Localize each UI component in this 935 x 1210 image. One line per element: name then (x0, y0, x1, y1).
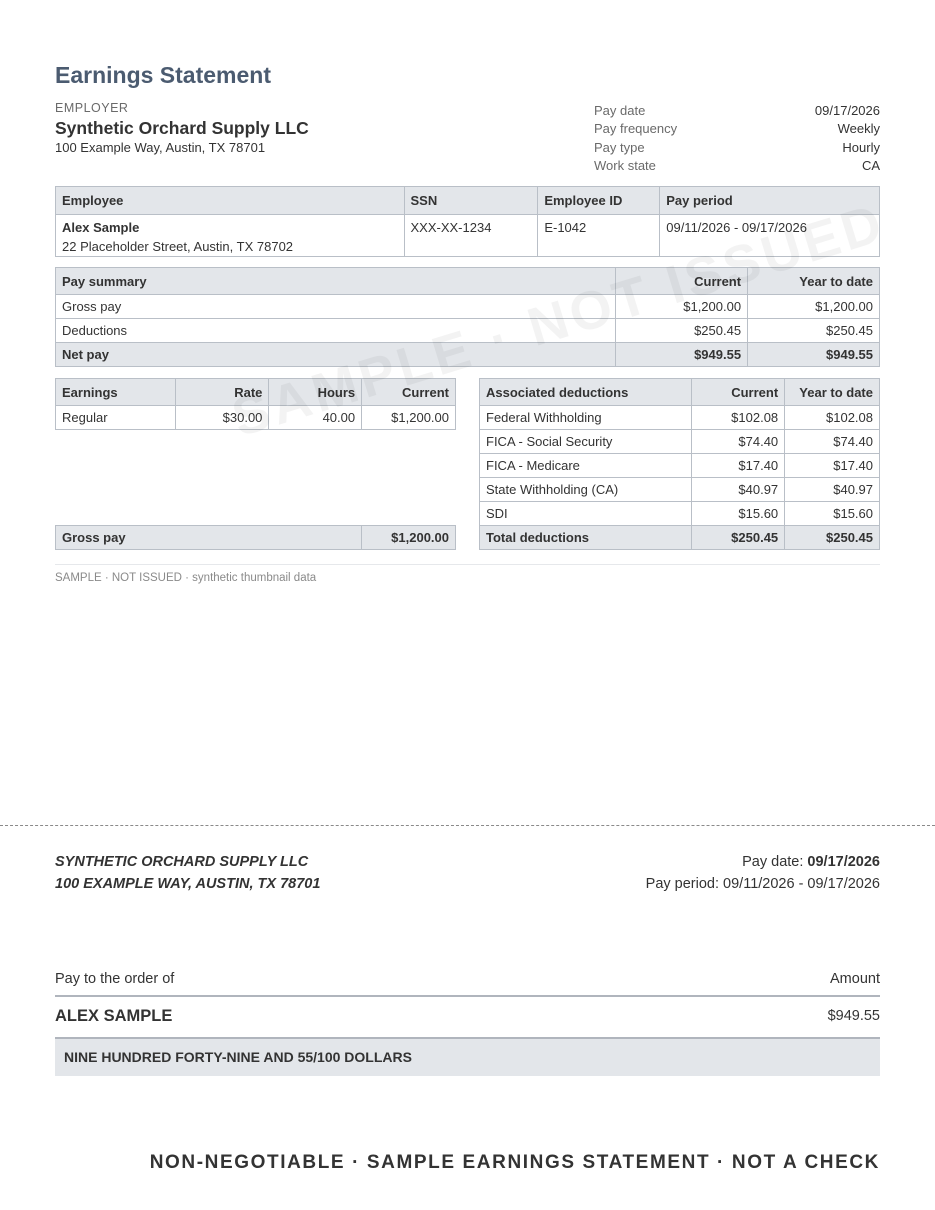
check-company-address: 100 EXAMPLE WAY, AUSTIN, TX 78701 (55, 876, 321, 892)
ytd-header: Year to date (748, 268, 880, 295)
deduction-label: Federal Withholding (480, 406, 692, 430)
check-amount: $949.55 (827, 1008, 880, 1024)
deduction-ytd: $74.40 (785, 430, 880, 454)
employee-header-row (56, 187, 880, 215)
deduction-ytd: $15.60 (785, 502, 880, 526)
earnings-rate: $30.00 (175, 406, 269, 430)
pay-meta (594, 102, 880, 175)
non-negotiable-notice: NON-NEGOTIABLE · SAMPLE EARNINGS STATEMENT · NOT A CHECK (149, 1152, 880, 1173)
total-deductions-label: Total deductions (480, 526, 692, 550)
table-row (480, 502, 880, 526)
meta-value: CA (861, 157, 880, 173)
meta-key: Pay frequency (594, 121, 678, 137)
table-row (480, 454, 880, 478)
employee-cell (56, 215, 405, 257)
summary-ytd: $1,200.00 (748, 295, 880, 319)
perforation-line (0, 825, 935, 826)
total-deductions-current: $250.45 (692, 526, 785, 550)
deduction-label: State Withholding (CA) (480, 478, 692, 502)
gross-pay-label: Gross pay (56, 526, 362, 550)
check-company (55, 851, 320, 895)
meta-value: Weekly (837, 121, 880, 137)
table-row (480, 478, 880, 502)
employee-name: Alex Sample (62, 220, 140, 235)
deductions-header: Associated deductions (480, 379, 692, 406)
meta-key: Work state (594, 157, 656, 173)
meta-value: 09/17/2026 (814, 103, 880, 118)
summary-ytd: $949.55 (748, 343, 880, 367)
page-title: Earnings Statement (55, 62, 271, 88)
divider (55, 995, 880, 997)
meta-value: Hourly (842, 139, 880, 155)
meta-row-pay-frequency (594, 120, 880, 138)
pay-period-value: 09/11/2026 - 09/17/2026 (660, 215, 880, 257)
deduction-label: SDI (480, 502, 692, 526)
pay-period-header: Pay period (660, 187, 880, 215)
summary-ytd: $250.45 (748, 319, 880, 343)
earnings-header: Earnings (56, 379, 176, 406)
deduction-ytd: $40.97 (785, 478, 880, 502)
ssn-header: SSN (404, 187, 538, 215)
rate-header: Rate (175, 379, 269, 406)
current-header: Current (616, 268, 748, 295)
amount-in-words-box (55, 1039, 880, 1076)
meta-key: Pay date (594, 103, 646, 118)
check-pay-period-label: Pay period: (645, 876, 724, 892)
current-header: Current (692, 379, 785, 406)
deduction-label: FICA - Social Security (480, 430, 692, 454)
total-deductions-row (480, 526, 880, 550)
check-company-name: SYNTHETIC ORCHARD SUPPLY LLC (55, 854, 309, 870)
earnings-current: $1,200.00 (362, 406, 456, 430)
check-pay-date-value: 09/17/2026 (807, 854, 880, 870)
payee-name: ALEX SAMPLE (55, 1007, 173, 1025)
gross-pay-total: $1,200.00 (362, 526, 456, 550)
deduction-current: $15.60 (692, 502, 785, 526)
deduction-current: $74.40 (692, 430, 785, 454)
employer-address: 100 Example Way, Austin, TX 78701 (55, 140, 266, 155)
summary-label: Deductions (56, 319, 616, 343)
check-dates (646, 851, 880, 895)
meta-row-pay-date (594, 102, 880, 120)
summary-current: $1,200.00 (616, 295, 748, 319)
summary-label: Net pay (56, 343, 616, 367)
deduction-current: $102.08 (692, 406, 785, 430)
employee-address: 22 Placeholder Street, Austin, TX 78702 (62, 239, 294, 254)
summary-current: $949.55 (616, 343, 748, 367)
deduction-current: $17.40 (692, 454, 785, 478)
meta-row-pay-type (594, 139, 880, 157)
table-row (480, 406, 880, 430)
deduction-ytd: $102.08 (785, 406, 880, 430)
deductions-table (479, 378, 880, 550)
summary-header: Pay summary (56, 268, 616, 295)
employee-id-header: Employee ID (538, 187, 660, 215)
pay-to-label: Pay to the order of (55, 971, 175, 987)
summary-current: $250.45 (616, 319, 748, 343)
meta-row-work-state (594, 157, 880, 175)
deduction-current: $40.97 (692, 478, 785, 502)
deduction-label: FICA - Medicare (480, 454, 692, 478)
meta-key: Pay type (594, 139, 645, 155)
total-deductions-ytd: $250.45 (785, 526, 880, 550)
employer-name: Synthetic Orchard Supply LLC (55, 118, 309, 138)
divider (55, 564, 880, 565)
ytd-header: Year to date (785, 379, 880, 406)
earnings-label: Regular (56, 406, 176, 430)
deductions-header-row (480, 379, 880, 406)
check-pay-period-value: 09/11/2026 - 09/17/2026 (723, 876, 880, 892)
ssn-value: XXX-XX-1234 (404, 215, 538, 257)
employee-id-value: E-1042 (538, 215, 660, 257)
employee-header: Employee (56, 187, 405, 215)
check-pay-date-label: Pay date: (742, 854, 808, 870)
current-header: Current (362, 379, 456, 406)
check-pay-period (646, 873, 880, 895)
amount-label: Amount (830, 971, 880, 987)
summary-label: Gross pay (56, 295, 616, 319)
employer-label: EMPLOYER (55, 101, 129, 115)
amount-in-words: NINE HUNDRED FORTY-NINE AND 55/100 DOLLARS (64, 1049, 412, 1065)
hours-header: Hours (269, 379, 362, 406)
check-pay-date (646, 851, 880, 873)
deduction-ytd: $17.40 (785, 454, 880, 478)
table-row (480, 430, 880, 454)
earnings-hours: 40.00 (269, 406, 362, 430)
footnote: SAMPLE · NOT ISSUED · synthetic thumbnail data (55, 572, 317, 584)
gross-pay-row (56, 526, 456, 550)
